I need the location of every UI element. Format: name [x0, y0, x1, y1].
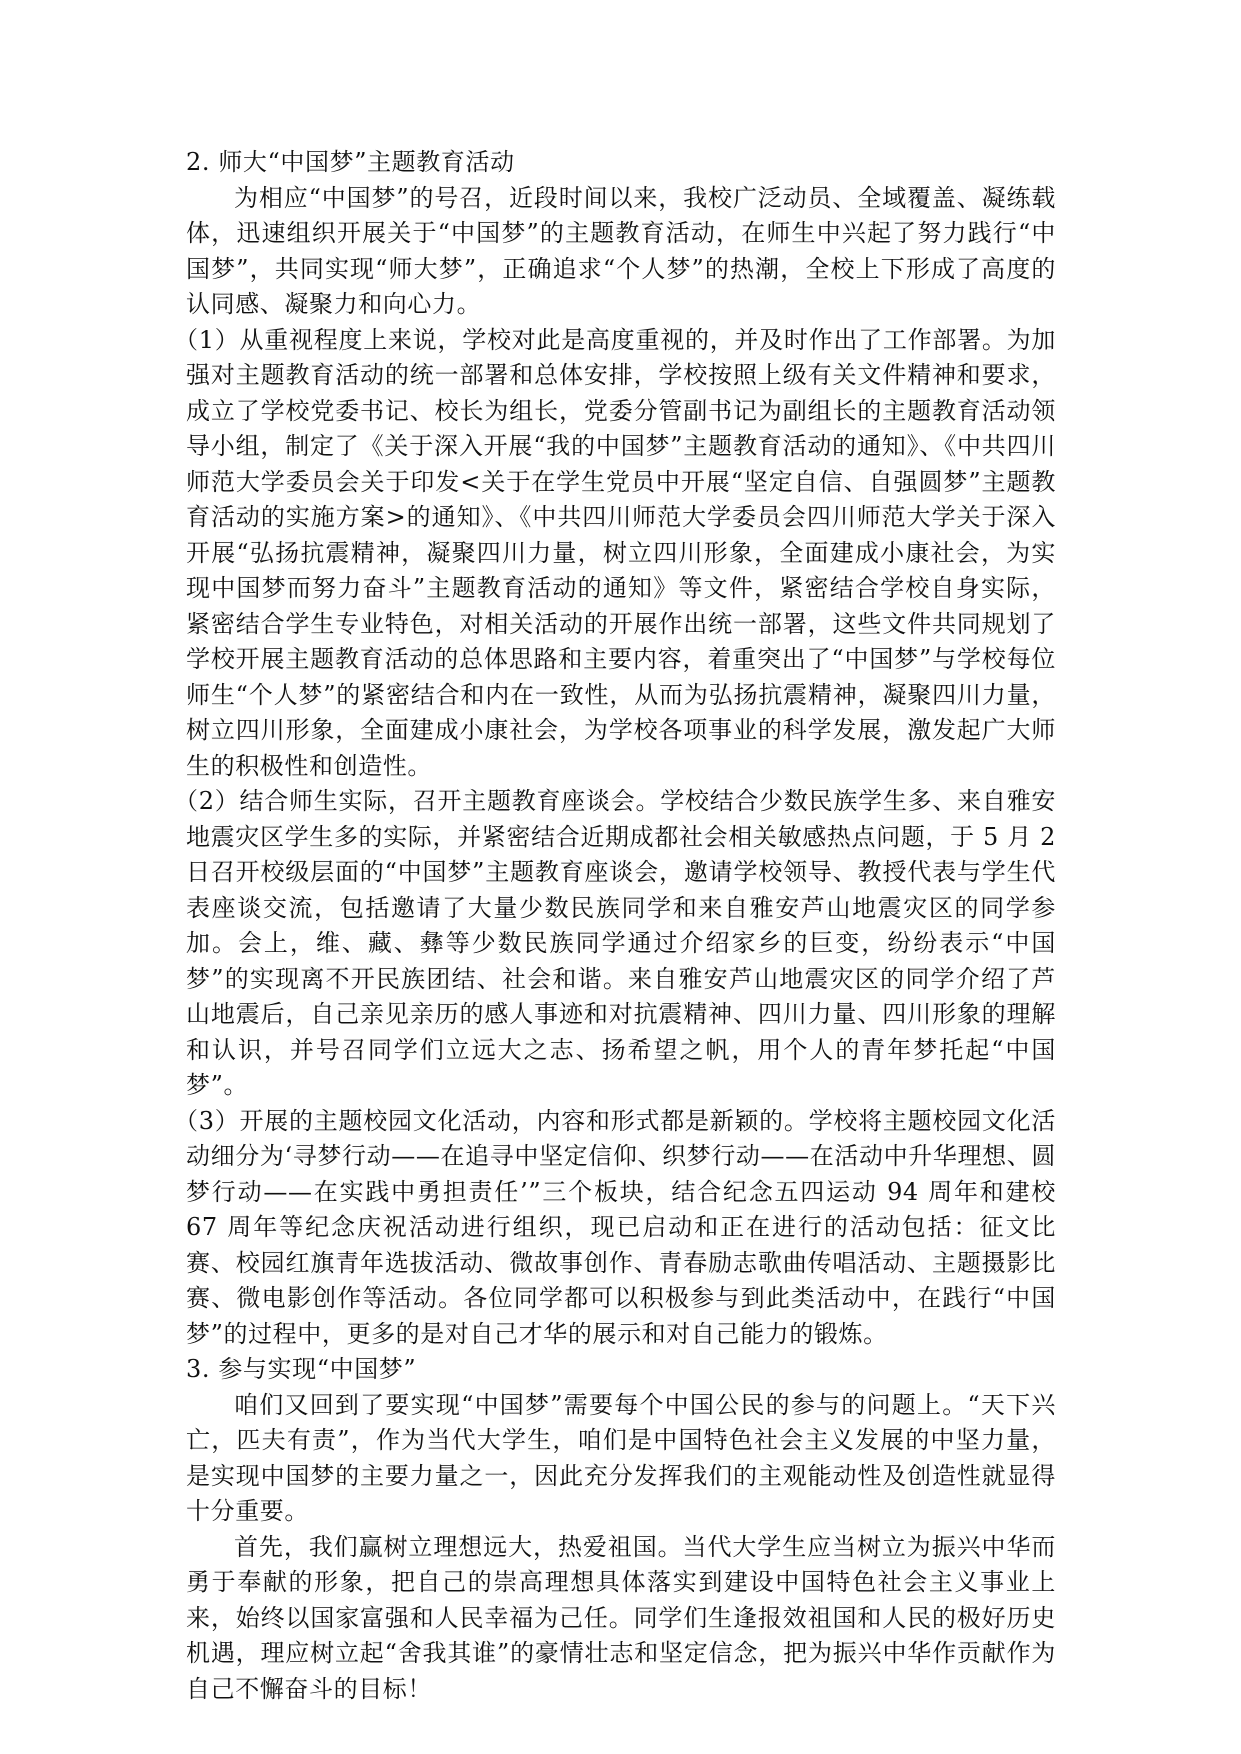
document-page: [174, 145, 1056, 1707]
point-1-paragraph: （1）从重视程度上来说，学校对此是高度重视的，并及时作出了工作部署。为加强对主题教育活动的统一部署和总体安排，学校按照上级有关文件精神和要求，成立了学校党委书记、校长为组长，党委分管副书记为副组长的主题教育活动领导小组，制定了《关于深入开展“我的中国梦”主题教育活动的通知》、《中共四川师范大学委员会关于印发<关于在学生党员中开展“坚定自信、自强圆梦”主题教育活动的实施方案>的通知》、《中共四川师范大学委员会四川师范大学关于深入开展“弘扬抗震精神，凝聚四川力量，树立四川形象，全面建成小康社会，为实现中国梦而努力奋斗”主题教育活动的通知》等文件，紧密结合学校自身实际，紧密结合学生专业特色，对相关活动的开展作出统一部署，这些文件共同规划了学校开展主题教育活动的总体思路和主要内容，着重突出了“中国梦”与学校每位师生“个人梦”的紧密结合和内在一致性，从而为弘扬抗震精神，凝聚四川力量，树立四川形象，全面建成小康社会，为学校各项事业的科学发展，激发起广大师生的积极性和创造性。: [174, 325, 1056, 780]
section-3-paragraph-1: 咱们又回到了要实现“中国梦”需要每个中国公民的参与的问题上。“天下兴亡，匹夫有责”，作为当代大学生，咱们是中国特色社会主义发展的中坚力量，是实现中国梦的主要力量之一，因此充分发挥我们的主观能动性及创造性就显得十分重要。: [186, 1390, 1056, 1525]
section-3-heading: 3. 参与实现“中国梦”: [186, 1355, 417, 1383]
point-3-paragraph: （3）开展的主题校园文化活动，内容和形式都是新颖的。学校将主题校园文化活动细分为‘寻梦行动——在追寻中坚定信仰、织梦行动——在活动中升华理想、圆梦行动——在实践中勇担责任’”三个板块，结合纪念五四运动 94 周年和建校 67 周年等纪念庆祝活动进行组织，现已启动和正在进行的活动包括：征文比赛、校园红旗青年选拔活动、微故事创作、青春励志歌曲传唱活动、主题摄影比赛、微电影创作等活动。各位同学都可以积极参与到此类活动中，在践行“中国梦”的过程中，更多的是对自己才华的展示和对自己能力的锻炼。: [174, 1106, 1056, 1348]
point-2-paragraph: （2）结合师生实际，召开主题教育座谈会。学校结合少数民族学生多、来自雅安地震灾区学生多的实际，并紧密结合近期成都社会相关敏感热点问题，于 5 月 2 日召开校级层面的“中国梦”主题教育座谈会，邀请学校领导、教授代表与学生代表座谈交流，包括邀请了大量少数民族同学和来自雅安芦山地震灾区的同学参加。会上，维、藏、彝等少数民族同学通过介绍家乡的巨变，纷纷表示“中国梦”的实现离不开民族团结、社会和谐。来自雅安芦山地震灾区的同学介绍了芦山地震后，自己亲见亲历的感人事迹和对抗震精神、四川力量、四川形象的理解和认识，并号召同学们立远大之志、扬希望之帆，用个人的青年梦托起“中国梦”。: [174, 787, 1056, 1099]
section-2-intro-paragraph: 为相应“中国梦”的号召，近段时间以来，我校广泛动员、全域覆盖、凝练载体，迅速组织开展关于“中国梦”的主题教育活动，在师生中兴起了努力践行“中国梦”，共同实现“师大梦”，正确追求“个人梦”的热潮，全校上下形成了高度的认同感、凝聚力和向心力。: [186, 183, 1056, 318]
section-3-paragraph-2: 首先，我们赢树立理想远大，热爱祖国。当代大学生应当树立为振兴中华而勇于奉献的形象，把自己的崇高理想具体落实到建设中国特色社会主义事业上来，始终以国家富强和人民幸福为己任。同学们生逢报效祖国和人民的极好历史机遇，理应树立起“舍我其谁”的豪情壮志和坚定信念，把为振兴中华作贡献作为自己不懈奋斗的目标！: [186, 1532, 1056, 1703]
section-2-heading: 2. 师大“中国梦”主题教育活动: [186, 148, 515, 176]
